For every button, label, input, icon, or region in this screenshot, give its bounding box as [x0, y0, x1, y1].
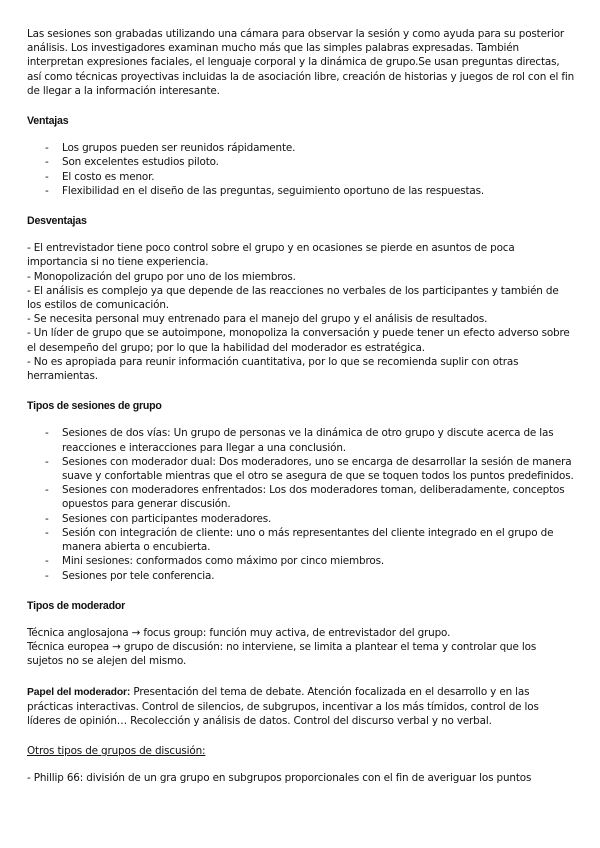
phillip-66-line: - Phillip 66: división de un gra grupo en subgrupos proporcionales con el fin de averiguar los puntos: [27, 772, 532, 785]
intro-paragraph: Las sesiones son grabadas utilizando una cámara para observar la sesión y como ayuda para su posterior análisis. Los investigadores examinan mucho más que las simples palabras expresadas. También interpretan expresiones faciales, el lenguaje corporal y la dinámica de grupo.Se usan preguntas directas, así como técnicas proyectivas incluidas la de asociación libre, creación de historias y juegos de rol con el fin de llegar a la información interesante.: [27, 28, 575, 97]
list-item: - Sesión con integración de cliente: uno o más representantes del cliente integrado en el grupo de manera abierta o encubierta.: [27, 526, 575, 554]
list-item: - Mini sesiones: conformados como máximo por cinco miembros.: [27, 554, 575, 568]
moderador-line-europea: Técnica europea → grupo de discusión: no interviene, se limita a plantear el tema y controlar que los sujetos no se alejen del mismo.: [27, 641, 537, 668]
list-item: - Se necesita personal muy entrenado para el manejo del grupo y el análisis de resultados.: [27, 313, 488, 326]
papel-moderador-text: Presentación del tema de debate. Atención focalizada en el desarrollo y en las prácticas interactivas. Control de silencios, de subgrupos, incentivar a los más tímidos, control de los líderes de opinión… Recolección y análisis de datos. Control del discurso verbal y no verbal.: [27, 685, 539, 727]
list-item: - Sesiones con moderador dual: Dos moderadores, uno se encarga de desarrollar la sesión de manera suave y confortable mientras que el otro se asegura de que se toquen todos los puntos predefinidos.: [27, 455, 575, 483]
list-item: - Sesiones por tele conferencia.: [27, 569, 575, 583]
tipos-sesiones-list: [27, 426, 575, 582]
list-item: - El costo es menor.: [27, 170, 575, 184]
list-item: - Sesiones con moderadores enfrentados: Los dos moderadores toman, deliberadamente, conceptos opuestos para generar discusión.: [27, 483, 575, 511]
ventajas-list: [27, 141, 575, 198]
papel-moderador-label: Papel del moderador:: [27, 686, 131, 698]
list-item: - Un líder de grupo que se autoimpone, monopoliza la conversación y puede tener un efecto adverso sobre el desempeño del grupo; por lo que la habilidad del moderador es estratégica.: [27, 327, 570, 354]
list-item: - No es apropiada para reunir información cuantitativa, por lo que se recomienda suplir con otras herramientas.: [27, 355, 519, 383]
desventajas-list: [27, 241, 575, 383]
moderador-line-anglosajona: Técnica anglosajona → focus group: función muy activa, de entrevistador del grupo.: [27, 626, 451, 639]
list-item: - El entrevistador tiene poco control sobre el grupo y en ocasiones se pierde en asuntos de poca importancia si no tiene experiencia.: [27, 242, 515, 269]
list-item: - Sesiones con participantes moderadores.: [27, 512, 575, 526]
tipos-sesiones-heading: Tipos de sesiones de grupo: [27, 400, 162, 413]
list-item: - Son excelentes estudios piloto.: [27, 155, 575, 169]
list-item: - Los grupos pueden ser reunidos rápidamente.: [27, 141, 575, 155]
list-item: - Flexibilidad en el diseño de las preguntas, seguimiento oportuno de las respuestas.: [27, 184, 575, 198]
list-item: - Sesiones de dos vías: Un grupo de personas ve la dinámica de otro grupo y discute acerca de las reacciones e interacciones para llegar a una conclusión.: [27, 426, 575, 454]
list-item: - El análisis es complejo ya que depende de las reacciones no verbales de los participantes y también de los estilos de comunicación.: [27, 284, 559, 312]
ventajas-heading: Ventajas: [27, 115, 69, 128]
papel-moderador-paragraph: [27, 685, 575, 729]
desventajas-heading: Desventajas: [27, 215, 87, 228]
list-item: - Monopolización del grupo por uno de los miembros.: [27, 270, 296, 283]
tipos-moderador-heading: Tipos de moderador: [27, 599, 126, 612]
otros-tipos-heading: Otros tipos de grupos de discusión:: [27, 745, 206, 758]
document-page: [27, 27, 575, 786]
